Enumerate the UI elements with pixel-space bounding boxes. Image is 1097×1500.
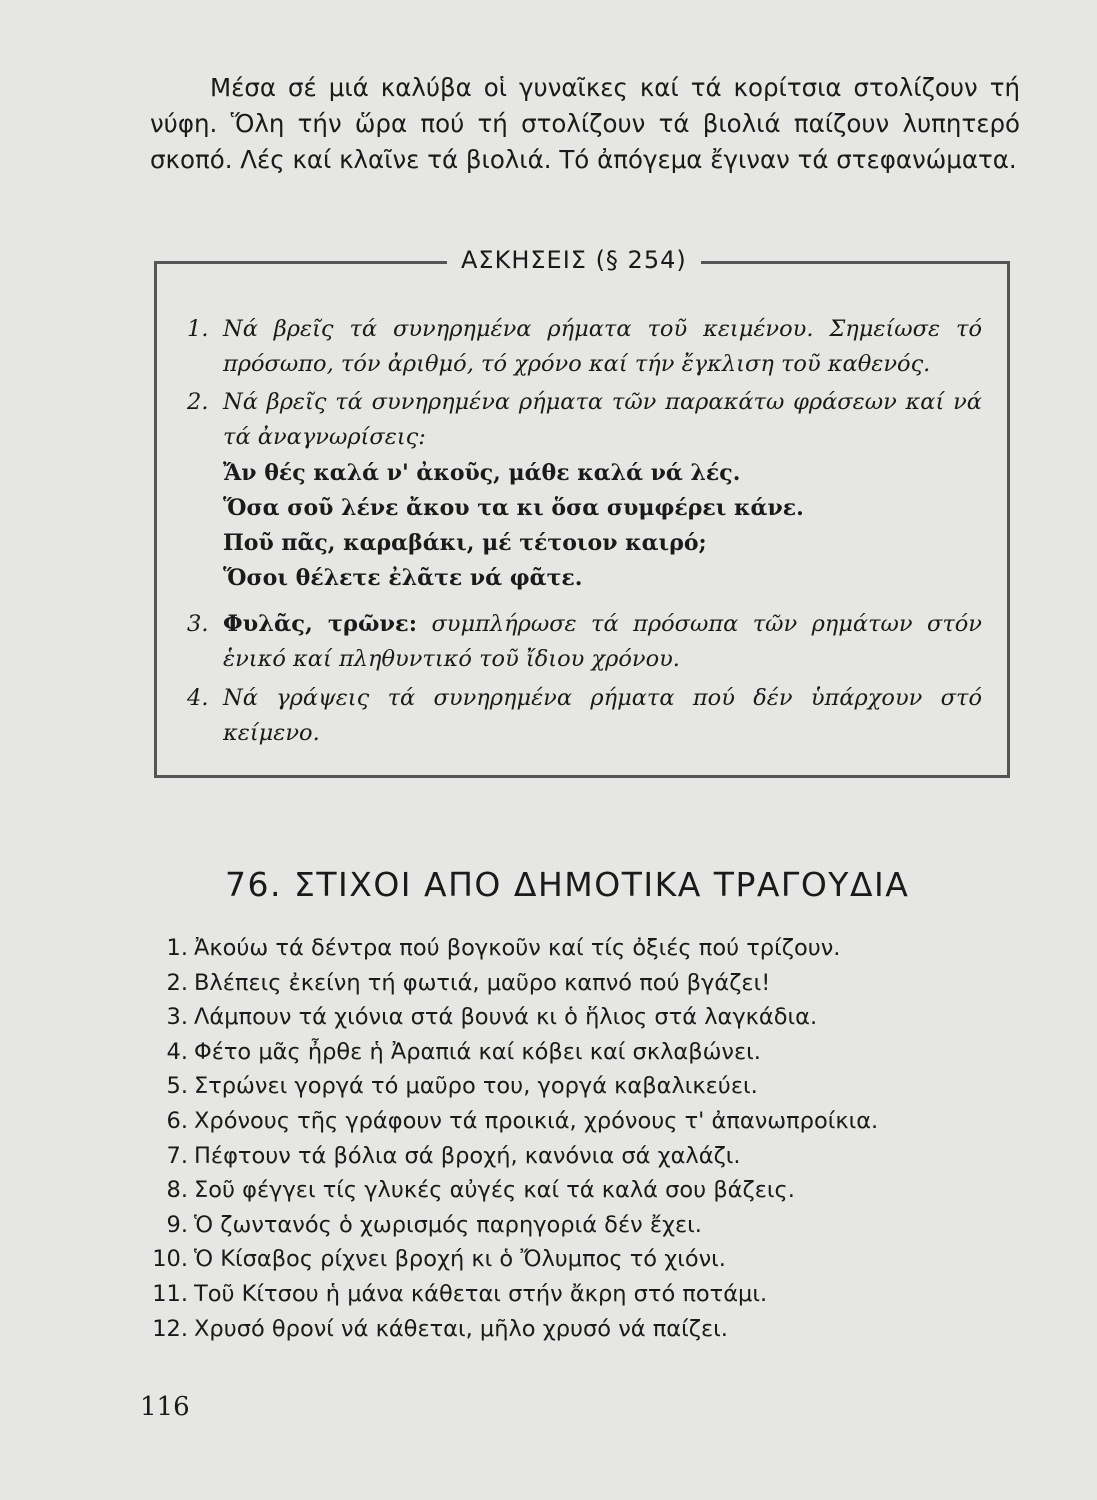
exercise-item-2 xyxy=(187,385,982,454)
exercise-text: Νά γράψεις τά συνηρημένα ρήματα πού δέν ὑπάρχουν στό κείμενο. xyxy=(223,685,982,746)
verse-number: 8. xyxy=(166,1177,188,1204)
exercise-item-1 xyxy=(187,312,982,381)
verse-text: Πέφτουν τά βόλια σά βροχή, κανόνια σά χαλάζι. xyxy=(194,1142,741,1169)
proverb: Ποῦ πᾶς, καραβάκι, μέ τέτοιον καιρό; xyxy=(223,530,707,556)
proverb: Ὅσα σοῦ λένε ἄκου τα κι ὅσα συμφέρει κάνε. xyxy=(223,495,804,521)
verse-number: 9. xyxy=(166,1211,188,1238)
verse-number: 11. xyxy=(152,1280,188,1307)
exercise-number: 4. xyxy=(187,685,209,711)
verse-line xyxy=(140,931,1020,966)
verse-text: Βλέπεις ἐκείνη τή φωτιά, μαῦρο καπνό πού βγάζει! xyxy=(194,969,771,996)
verse-number: 7. xyxy=(166,1142,188,1169)
exercise-number: 2. xyxy=(187,389,209,415)
verse-text: Χρόνους τῆς γράφουν τά προικιά, χρόνους τ' ἀπανωπροίκια. xyxy=(194,1107,879,1134)
verse-text: Χρυσό θρονί νά κάθεται, μῆλο χρυσό νά παίζει. xyxy=(194,1315,728,1342)
verse-text: Ἀκούω τά δέντρα πού βογκοῦν καί τίς ὀξιές πού τρίζουν. xyxy=(194,935,841,961)
intro-text xyxy=(150,70,1020,178)
exercise-instruction: συμπλήρωσε τά πρόσωπα τῶν ρημάτων στόν ἑνικό καί πληθυντικό τοῦ ἴδιου χρόνου. xyxy=(223,611,982,672)
exercise-text: Νά βρεῖς τά συνηρημένα ρήματα τῶν παρακάτω φράσεων καί νά τά ἀναγνωρίσεις: xyxy=(223,389,982,450)
verse-number: 10. xyxy=(152,1246,188,1273)
verse-line xyxy=(140,1208,1020,1243)
verse-text: Τοῦ Κίτσου ἡ μάνα κάθεται στήν ἄκρη στό ποτάμι. xyxy=(194,1280,768,1307)
verse-line xyxy=(140,1173,1020,1208)
verse-text: Ὁ Κίσαβος ρίχνει βροχή κι ὁ Ὄλυμπος τό χιόνι. xyxy=(194,1246,726,1273)
verse-number: 3. xyxy=(166,1004,188,1031)
verse-line xyxy=(140,1035,1020,1070)
verse-line xyxy=(140,966,1020,1001)
verse-number: 12. xyxy=(152,1315,188,1342)
verse-number: 4. xyxy=(166,1038,188,1065)
verses-list xyxy=(140,931,1020,1346)
exercises-title: ΑΣΚΗΣΕΙΣ (§ 254) xyxy=(447,246,701,274)
section-title: 76. ΣΤΙΧΟΙ ΑΠΟ ΔΗΜΟΤΙΚΑ ΤΡΑΓΟΥΔΙΑ xyxy=(225,865,910,904)
exercise-number: 3. xyxy=(187,611,209,637)
verse-text: Λάμπουν τά χιόνια στά βουνά κι ὁ ἥλιος στά λαγκάδια. xyxy=(194,1004,818,1031)
proverb: Ὅσοι θέλετε ἐλᾶτε νά φᾶτε. xyxy=(223,565,583,591)
verse-number: 6. xyxy=(166,1107,188,1134)
verse-number: 2. xyxy=(166,969,188,996)
verse-text: Φέτο μᾶς ἦρθε ἡ Ἀραπιά καί κόβει καί σκλαβώνει. xyxy=(194,1038,761,1065)
verse-text: Στρώνει γοργά τό μαῦρο του, γοργά καβαλικεύει. xyxy=(194,1073,758,1100)
intro-paragraph: Μέσα σέ μιά καλύβα οἱ γυναῖκες καί τά κορίτσια στολίζουν τή νύφη. Ὅλη τήν ὥρα πού τή στολίζουν τά βιολιά παίζουν λυπητερό σκοπό. Λές καί κλαῖνε τά βιολιά. Τό ἀπόγεμα ἔγιναν τά στεφανώματα. xyxy=(150,73,1020,174)
exercise-text xyxy=(223,607,982,676)
verse-line xyxy=(140,1139,1020,1174)
verse-line xyxy=(140,1069,1020,1104)
proverb: Ἄν θές καλά ν' ἀκοῦς, μάθε καλά νά λές. xyxy=(223,460,741,486)
verse-number: 5. xyxy=(166,1073,188,1100)
verse-line xyxy=(140,1000,1020,1035)
verse-text: Ὁ ζωντανός ὁ χωρισμός παρηγοριά δέν ἔχει. xyxy=(194,1211,702,1238)
verse-line xyxy=(140,1277,1020,1312)
verse-text: Σοῦ φέγγει τίς γλυκές αὐγές καί τά καλά σου βάζεις. xyxy=(194,1177,795,1204)
exercise-item-3 xyxy=(187,607,982,676)
page-number: 116 xyxy=(140,1392,190,1422)
verse-line xyxy=(140,1242,1020,1277)
verse-line xyxy=(140,1104,1020,1139)
exercises-box xyxy=(154,246,1010,778)
exercise-lead-words: Φυλᾶς, τρῶνε: xyxy=(223,611,418,637)
exercise-text: Νά βρεῖς τά συνηρημένα ρήματα τοῦ κειμένου. Σημείωσε τό πρόσωπο, τόν ἀριθμό, τό χρόνο καί τήν ἔγκλιση τοῦ καθενός. xyxy=(223,316,982,377)
exercise-number: 1. xyxy=(187,316,209,342)
proverbs-list xyxy=(223,456,804,596)
exercise-item-4 xyxy=(187,681,982,750)
verse-line xyxy=(140,1312,1020,1347)
verse-number: 1. xyxy=(166,935,188,961)
